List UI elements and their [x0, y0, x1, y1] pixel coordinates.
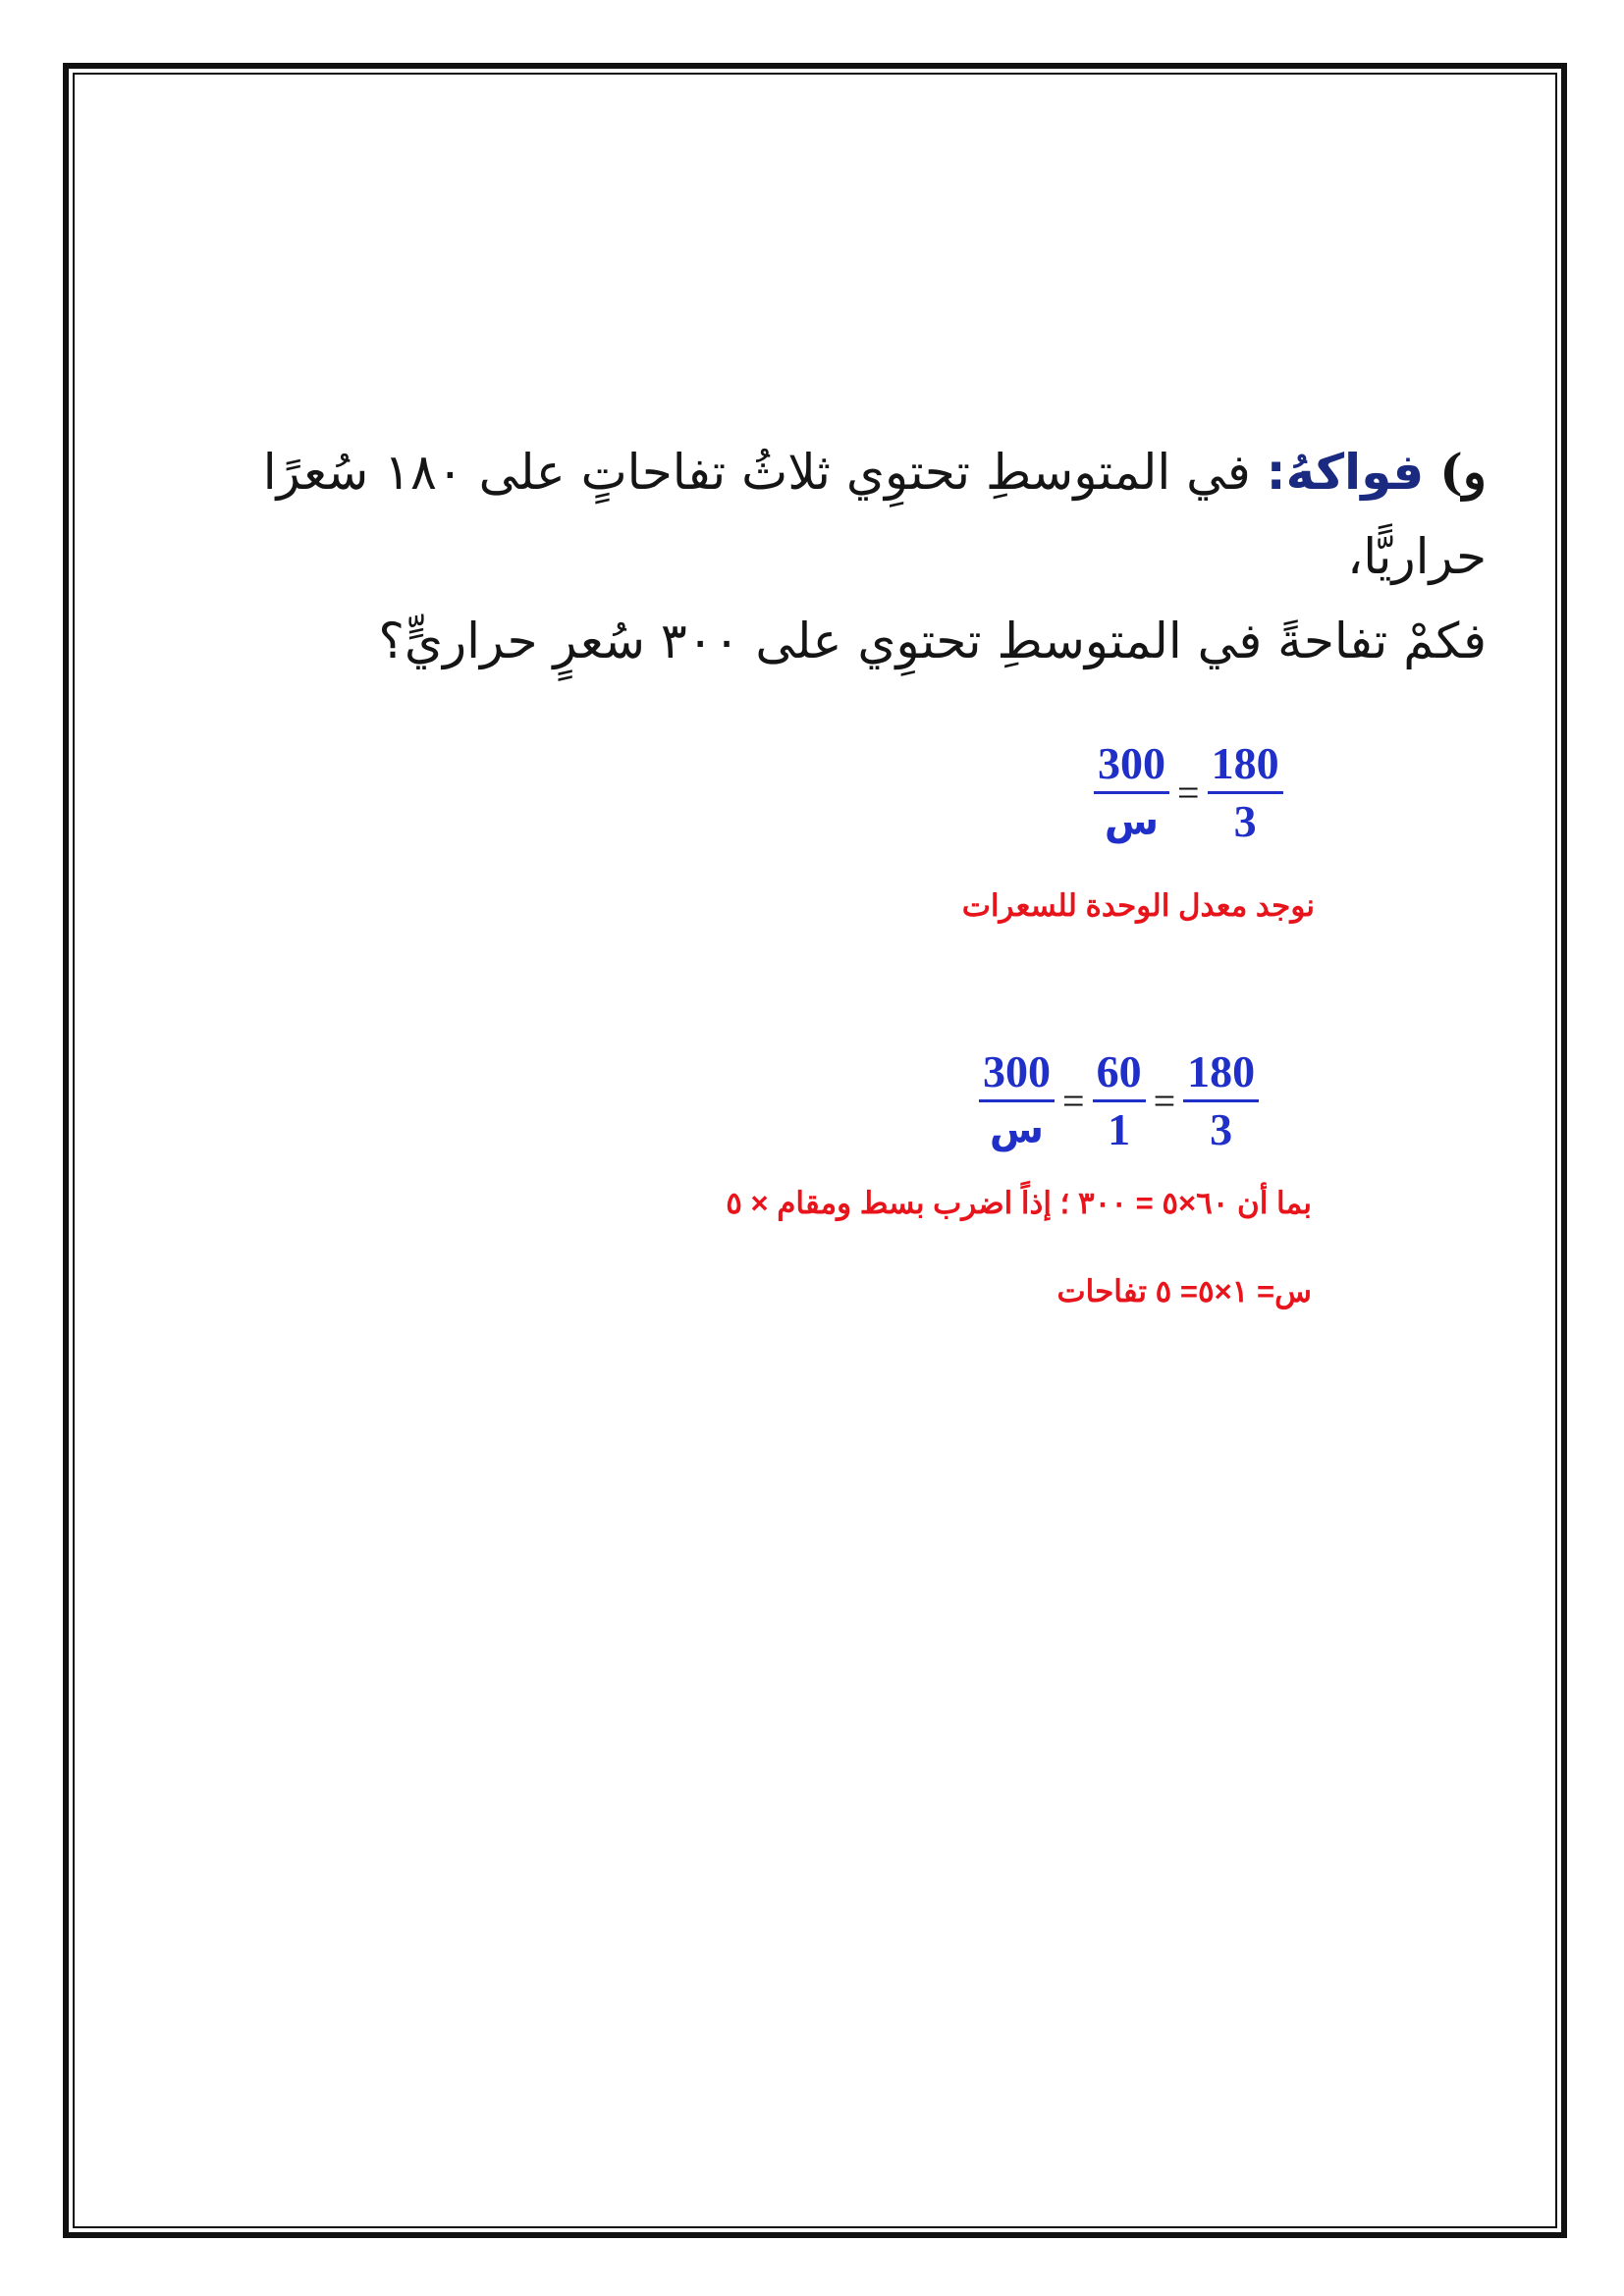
fraction-numerator: 180	[1208, 738, 1283, 794]
proportion-equation	[1090, 738, 1287, 847]
equals-sign: =	[1062, 1079, 1085, 1123]
fraction-known	[1183, 1046, 1259, 1155]
step-note-unit-rate: نوجد معدل الوحدة للسعرات	[961, 888, 1315, 923]
question-text	[112, 430, 1487, 683]
fraction-denominator: س	[1104, 799, 1160, 844]
fraction-unknown	[979, 1046, 1055, 1155]
fraction-denominator: 3	[1210, 1104, 1233, 1154]
equals-sign: =	[1153, 1079, 1176, 1123]
fraction-numerator: 180	[1183, 1046, 1259, 1102]
question-line-1	[112, 430, 1487, 599]
fraction-denominator: 1	[1108, 1104, 1131, 1154]
fraction-numerator: 60	[1093, 1046, 1146, 1102]
fraction-unit-rate	[1093, 1046, 1146, 1155]
page-border-inner	[73, 73, 1557, 2228]
equals-sign: =	[1177, 771, 1200, 815]
fraction-denominator: س	[989, 1107, 1045, 1152]
question-letter: و)	[1439, 443, 1487, 501]
fraction-numerator: 300	[979, 1046, 1055, 1102]
step-note-multiply: بما أن ٦٠×٥ = ٣٠٠ ؛ إذاً اضرب بسط ومقام × ٥	[726, 1186, 1312, 1220]
question-line-2: فكمْ تفاحةً في المتوسطِ تحتوِي على ٣٠٠ سُعرٍ حراريٍّ؟	[378, 613, 1487, 669]
final-answer: س= ١×٥= ٥ تفاحات	[1056, 1274, 1312, 1308]
fraction-known	[1208, 738, 1283, 847]
fraction-numerator: 300	[1094, 738, 1169, 794]
fraction-unknown	[1094, 738, 1169, 847]
unit-rate-equation	[975, 1046, 1263, 1155]
question-line-1-text: في المتوسطِ تحتوِي ثلاثُ تفاحاتٍ على ١٨٠ سُعرًا حراريًّا،	[262, 444, 1487, 585]
question-title: فواكهُ:	[1266, 444, 1425, 501]
fraction-denominator: 3	[1233, 796, 1257, 846]
